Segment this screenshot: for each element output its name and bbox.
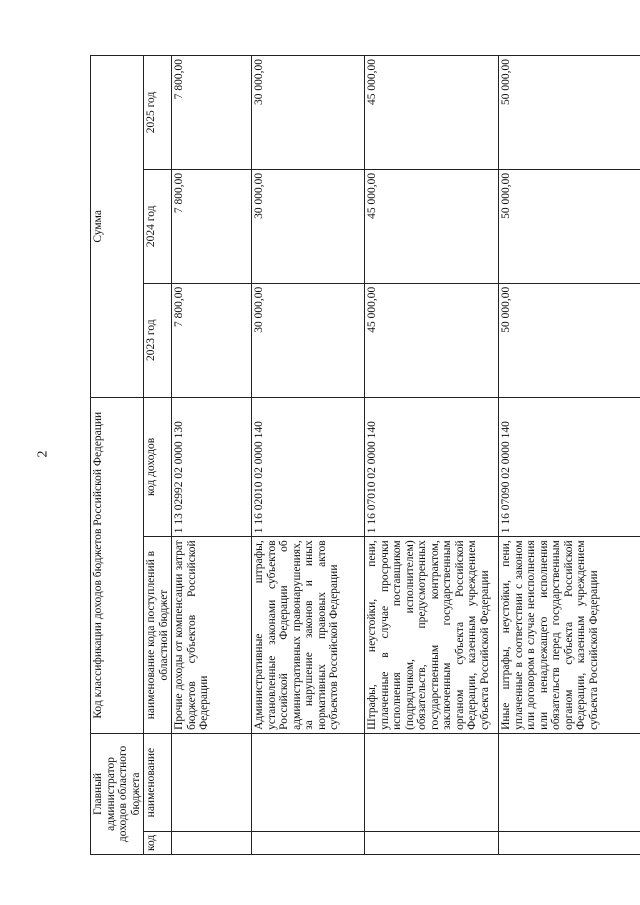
header-income-name: наименование кода поступлений в областной бюджет bbox=[144, 537, 172, 734]
admin-code-cell bbox=[499, 832, 640, 855]
rotated-table-container bbox=[90, 55, 620, 855]
admin-code-cell bbox=[172, 832, 252, 855]
amount-2024-cell: 7 800,00 bbox=[172, 169, 252, 283]
income-name-cell: Иные штрафы, неустойки, пени, уплаченные в соответствии с законом или договором в случае неисполнения или ненадлежащего исполнения обязательств перед государственным органом субъекта Российской Федерации, казенным учреждением субъекта Российской Федерации bbox=[499, 537, 640, 734]
amount-2023-cell: 7 800,00 bbox=[172, 283, 252, 397]
income-name-cell: Прочие доходы от компенсации затрат бюджетов субъектов Российской Федерации bbox=[172, 537, 252, 734]
admin-name-cell bbox=[365, 733, 499, 831]
amount-2023-cell: 30 000,00 bbox=[252, 283, 365, 397]
admin-name-cell bbox=[172, 733, 252, 831]
header-year-2023: 2023 год bbox=[144, 283, 172, 397]
header-code: код bbox=[144, 832, 172, 855]
admin-code-cell bbox=[365, 832, 499, 855]
table-row bbox=[365, 56, 499, 855]
header-income-code: код доходов bbox=[144, 397, 172, 537]
income-name-cell: Административные штрафы, установленные законами субъектов Российской Федерации об административных правонарушениях, за нарушение законов и иных нормативных правовых актов субъектов Российской Федерации bbox=[252, 537, 365, 734]
income-code-cell: 1 16 07090 02 0000 140 bbox=[499, 397, 640, 537]
amount-2023-cell: 50 000,00 bbox=[499, 283, 640, 397]
amount-2025-cell: 50 000,00 bbox=[499, 56, 640, 170]
page-number: 2 bbox=[35, 450, 51, 458]
header-year-2025: 2025 год bbox=[144, 56, 172, 170]
amount-2025-cell: 45 000,00 bbox=[365, 56, 499, 170]
income-name-cell: Штрафы, неустойки, пени, уплаченные в случае просрочки исполнения поставщиком (подрядчиком, исполнителем) обязательств, предусмотренных государственным контрактом, заключенным государственным органом субъекта Российской Федерации, казенным учреждением субъекта Российской Федерации bbox=[365, 537, 499, 734]
amount-2025-cell: 7 800,00 bbox=[172, 56, 252, 170]
header-year-2024: 2024 год bbox=[144, 169, 172, 283]
header-name: наименование bbox=[144, 733, 172, 831]
table-row bbox=[172, 56, 252, 855]
admin-code-cell bbox=[252, 832, 365, 855]
table-row bbox=[499, 56, 640, 855]
amount-2024-cell: 45 000,00 bbox=[365, 169, 499, 283]
header-admin-group: Главный администратор доходов областного бюджета bbox=[91, 733, 144, 854]
table-row bbox=[252, 56, 365, 855]
header-sum-group: Сумма bbox=[91, 56, 144, 398]
admin-name-cell bbox=[499, 733, 640, 831]
amount-2025-cell: 30 000,00 bbox=[252, 56, 365, 170]
amount-2023-cell: 45 000,00 bbox=[365, 283, 499, 397]
budget-table bbox=[90, 55, 640, 855]
income-code-cell: 1 13 02992 02 0000 130 bbox=[172, 397, 252, 537]
amount-2024-cell: 50 000,00 bbox=[499, 169, 640, 283]
header-classification-group: Код классификации доходов бюджетов Российской Федерации bbox=[91, 397, 144, 733]
amount-2024-cell: 30 000,00 bbox=[252, 169, 365, 283]
income-code-cell: 1 16 02010 02 0000 140 bbox=[252, 397, 365, 537]
income-code-cell: 1 16 07010 02 0000 140 bbox=[365, 397, 499, 537]
admin-name-cell bbox=[252, 733, 365, 831]
